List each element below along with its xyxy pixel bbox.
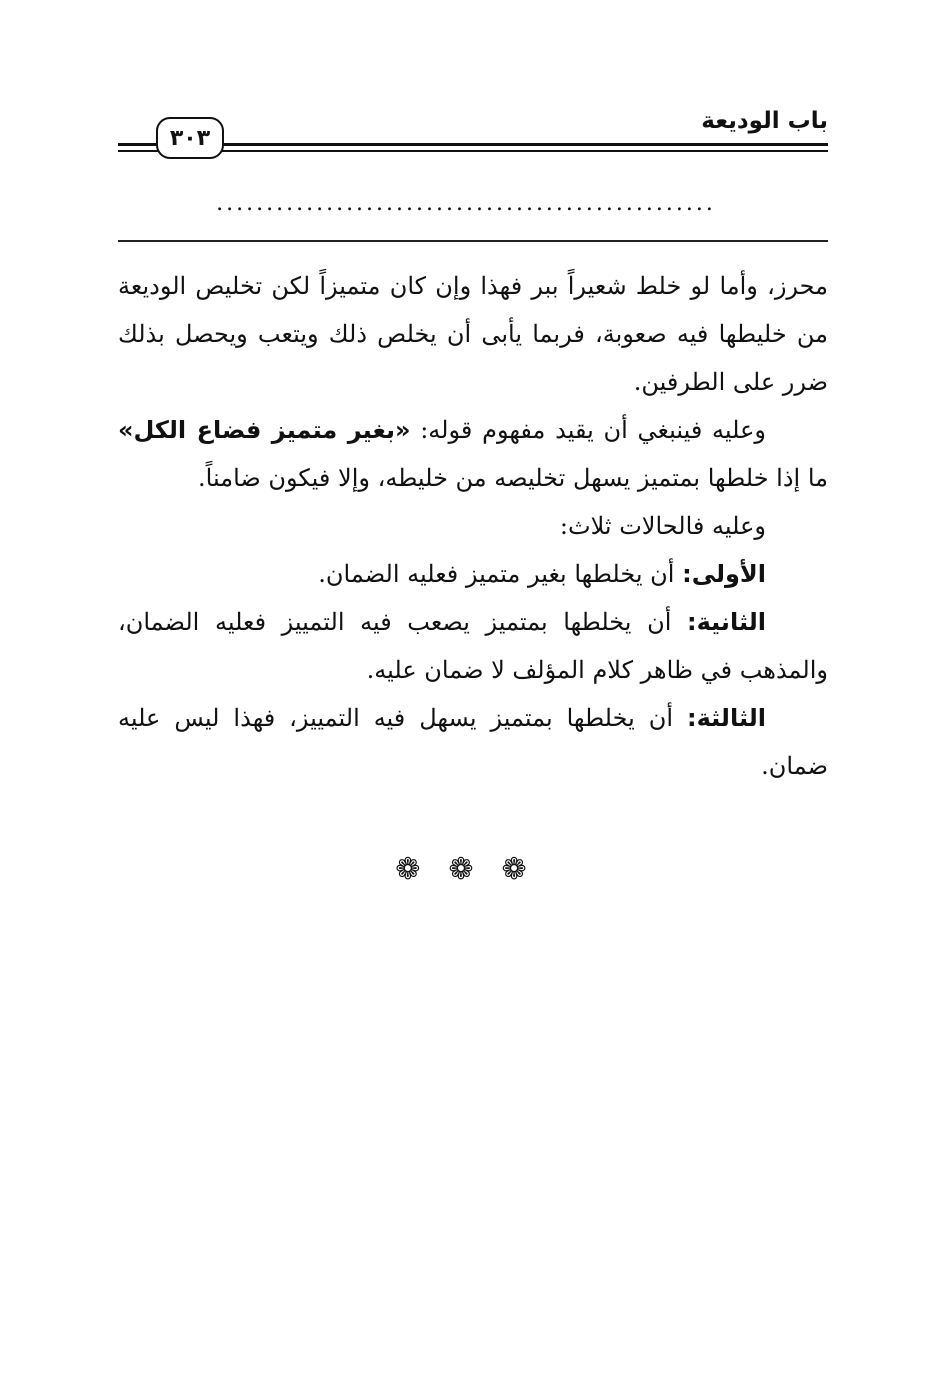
- page-number: ٣٠٣: [156, 117, 224, 159]
- case-third-text: أن يخلطها بمتميز يسهل فيه التمييز، فهذا ليس عليه ضمان.: [118, 704, 828, 780]
- case-second: [118, 598, 828, 694]
- paragraph-2-rest: ما إذا خلطها بمتميز يسهل تخليصه من خليطه، وإلا فيكون ضامناً.: [198, 464, 828, 492]
- ornament-divider: ❁❁❁: [395, 852, 555, 887]
- case-first-label: الأولى:: [682, 560, 766, 588]
- chapter-title: باب الوديعة: [701, 108, 828, 134]
- header-double-rule: [118, 143, 828, 152]
- case-second-text: أن يخلطها بمتميز يصعب فيه التمييز فعليه الضمان، والمذهب في ظاهر كلام المؤلف لا ضمان عليه.: [118, 608, 828, 684]
- separator-rule: [118, 240, 828, 242]
- paragraph-1: محرز، وأما لو خلط شعيراً ببر فهذا وإن كان متميزاً لكن تخليص الوديعة من خليطها فيه صعوبة، فربما يأبى أن يخلص ذلك ويتعب ويحصل بذلك ضرر على الطرفين.: [118, 272, 828, 396]
- case-second-label: الثانية:: [686, 608, 766, 636]
- paragraph-3: وعليه فالحالات ثلاث:: [559, 512, 766, 540]
- case-third-label: الثالثة:: [686, 704, 766, 732]
- quoted-phrase: «بغير متميز فضاع الكل»: [118, 416, 411, 444]
- paragraph-2-intro: وعليه فينبغي أن يقيد مفهوم قوله:: [410, 416, 766, 444]
- dotted-separator: ..................................................: [216, 194, 716, 214]
- case-third: [118, 694, 828, 790]
- paragraph-2: [118, 406, 828, 502]
- case-first-text: أن يخلطها بغير متميز فعليه الضمان.: [318, 560, 683, 588]
- case-first: [118, 550, 828, 598]
- body-text: [118, 262, 828, 790]
